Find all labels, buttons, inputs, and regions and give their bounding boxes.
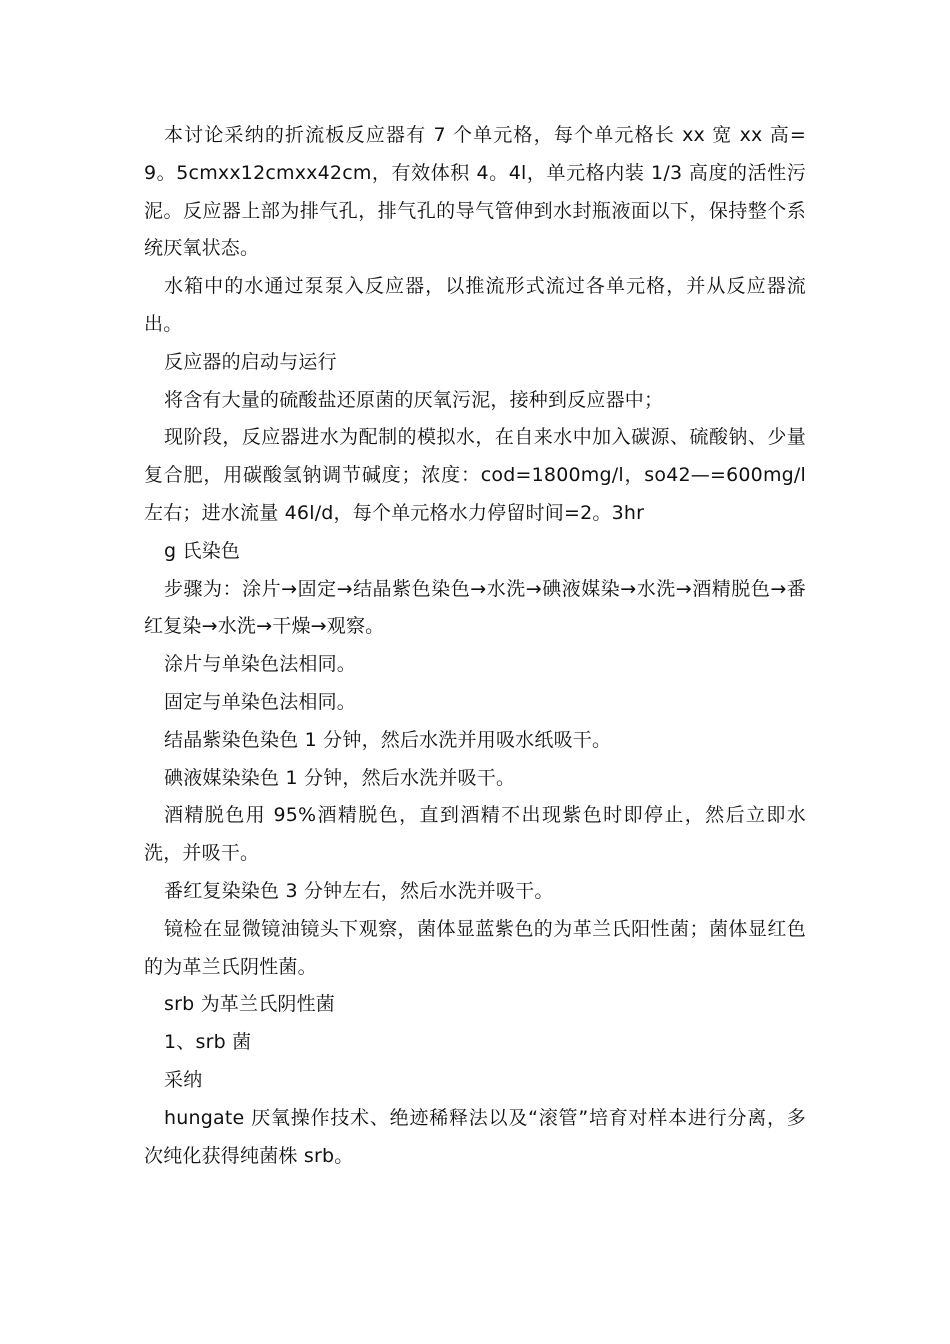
paragraph-alcohol-decolorize: 酒精脱色用 95%酒精脱色，直到酒精不出现紫色时即停止，然后立即水洗，并吸干。 bbox=[144, 804, 806, 865]
paragraph-inoculation: 将含有大量的硫酸盐还原菌的厌氧污泥，接种到反应器中； bbox=[164, 388, 664, 411]
paragraph-safranin: 番红复染染色 3 分钟左右，然后水洗并吸干。 bbox=[164, 879, 554, 902]
document-body bbox=[144, 117, 806, 1175]
paragraph-adopt: 采纳 bbox=[164, 1068, 203, 1091]
paragraph-crystal-violet: 结晶紫染色染色 1 分钟，然后水洗并用吸水纸吸干。 bbox=[164, 728, 612, 751]
paragraph-srb-gram-negative: srb 为革兰氏阴性菌 bbox=[164, 993, 336, 1016]
heading-reactor-startup: 反应器的启动与运行 bbox=[164, 350, 337, 373]
paragraph-hungate-isolation: hungate 厌氧操作技术、绝迹稀释法以及“滚管”培育对样本进行分离，多次纯化获得纯菌株 srb。 bbox=[144, 1106, 806, 1167]
heading-srb-bacteria: 1、srb 菌 bbox=[164, 1031, 252, 1054]
paragraph-smear: 涂片与单染色法相同。 bbox=[164, 653, 357, 676]
heading-gram-stain: g 氏染色 bbox=[164, 539, 241, 562]
paragraph-microscopy: 镜检在显微镜油镜头下观察，菌体显蓝紫色的为革兰氏阳性菌；菌体显红色的为革兰氏阴性菌。 bbox=[144, 917, 806, 978]
paragraph-fixation: 固定与单染色法相同。 bbox=[164, 690, 357, 713]
paragraph-reactor-description: 本讨论采纳的折流板反应器有 7 个单元格，每个单元格长 xx 宽 xx 高=9。5cmxx12cmxx42cm，有效体积 4。4l，单元格内装 1/3 高度的活性污泥。反应器上部为排气孔，排气孔的导气管伸到水封瓶液面以下，保持整个系统厌氧状态。 bbox=[144, 124, 806, 260]
paragraph-current-stage: 现阶段，反应器进水为配制的模拟水，在自来水中加入碳源、硫酸钠、少量复合肥，用碳酸氢钠调节碱度；浓度：cod=1800mg/l，so42—=600mg/l 左右；进水流量 46l/d，每个单元格水力停留时间=2。3hr bbox=[144, 426, 806, 524]
paragraph-water-flow: 水箱中的水通过泵泵入反应器，以推流形式流过各单元格，并从反应器流出。 bbox=[144, 275, 806, 335]
paragraph-stain-steps: 步骤为：涂片→固定→结晶紫色染色→水洗→碘液媒染→水洗→酒精脱色→番红复染→水洗→干燥→观察。 bbox=[144, 577, 806, 638]
paragraph-iodine: 碘液媒染染色 1 分钟，然后水洗并吸干。 bbox=[164, 766, 516, 789]
